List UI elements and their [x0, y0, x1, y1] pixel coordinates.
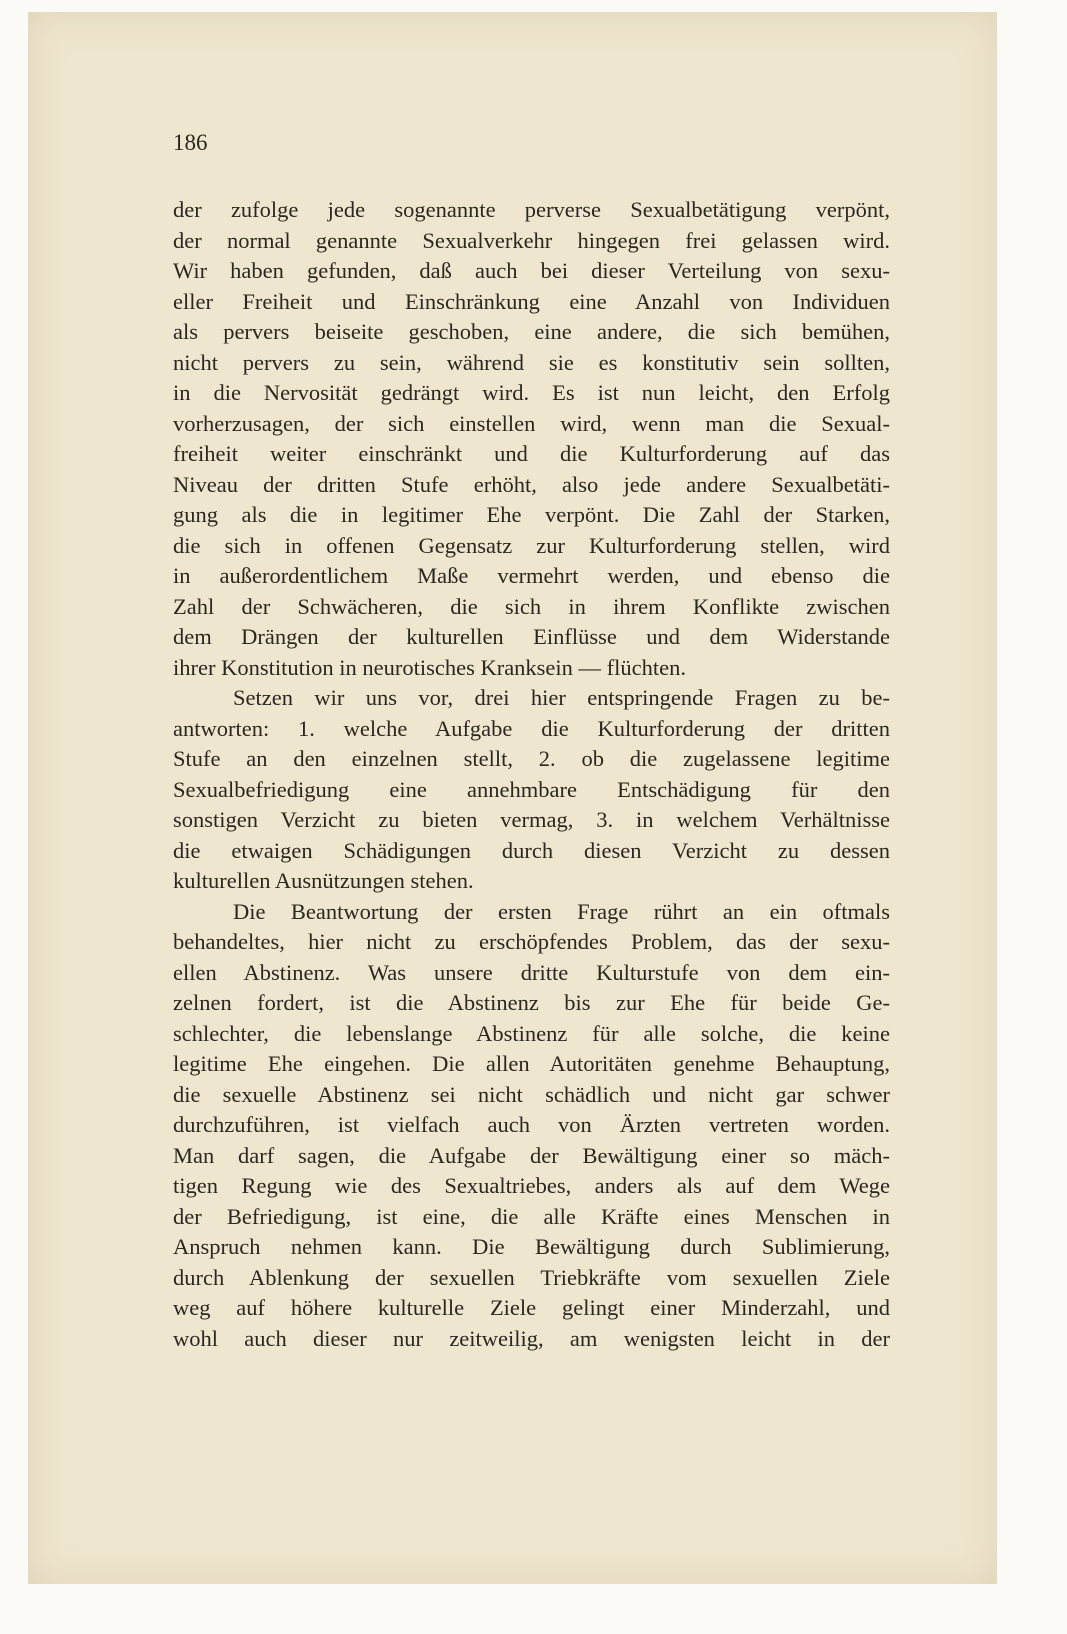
text-line: die sich in offenen Gegensatz zur Kulturforderung stellen, wird [173, 532, 890, 558]
text-line: Die Beantwortung der ersten Frage rührt an ein oftmals [233, 898, 890, 924]
text-line: der zufolge jede sogenannte perverse Sexualbetätigung verpönt, [173, 197, 890, 222]
text-line: die sexuelle Abstinenz sei nicht schädlich und nicht gar schwer [173, 1081, 890, 1107]
text-line: wohl auch dieser nur zeitweilig, am wenigsten leicht in der [173, 1325, 890, 1351]
page-body-text [173, 195, 890, 1354]
text-line: Man darf sagen, die Aufgabe der Bewältigung einer so mäch- [173, 1142, 890, 1168]
text-line: behandeltes, hier nicht zu erschöpfendes Problem, das der sexu- [173, 929, 890, 954]
book-page [28, 12, 997, 1584]
text-line: legitime Ehe eingehen. Die allen Autoritäten genehme Behauptung, [173, 1051, 890, 1076]
text-line: vorherzusagen, der sich einstellen wird, wenn man die Sexual- [173, 410, 890, 436]
text-line: tigen Regung wie des Sexualtriebes, anders als auf dem Wege [173, 1173, 890, 1198]
text-line: dem Drängen der kulturellen Einflüsse und dem Widerstande [173, 624, 890, 649]
text-line: der normal genannte Sexualverkehr hingegen frei gelassen wird. [173, 227, 890, 253]
text-line: eller Freiheit und Einschränkung eine Anzahl von Individuen [173, 288, 890, 314]
text-line: zelnen fordert, ist die Abstinenz bis zur Ehe für beide Ge- [173, 990, 890, 1015]
text-line: schlechter, die lebenslange Abstinenz für alle solche, die keine [173, 1020, 890, 1046]
text-line: der Befriedigung, ist eine, die alle Kräfte eines Menschen in [173, 1203, 890, 1229]
text-line: Niveau der dritten Stufe erhöht, also jede andere Sexualbetäti- [173, 471, 890, 497]
text-line: Setzen wir uns vor, drei hier entspringende Fragen zu be- [233, 685, 890, 710]
text-line: ellen Abstinenz. Was unsere dritte Kulturstufe von dem ein- [173, 959, 890, 985]
text-line: Anspruch nehmen kann. Die Bewältigung durch Sublimierung, [173, 1234, 890, 1259]
text-line: durchzuführen, ist vielfach auch von Ärzten vertreten worden. [173, 1112, 890, 1137]
text-line: gung als die in legitimer Ehe verpönt. Die Zahl der Starken, [173, 502, 890, 527]
text-line: weg auf höhere kulturelle Ziele gelingt einer Minderzahl, und [173, 1295, 890, 1320]
text-line: freiheit weiter einschränkt und die Kulturforderung auf das [173, 441, 890, 466]
text-line: ihrer Konstitution in neurotisches Kranksein — flüchten. [173, 654, 687, 680]
text-line: kulturellen Ausnützungen stehen. [173, 868, 474, 893]
page-number: 186 [173, 130, 208, 155]
text-line: Stufe an den einzelnen stellt, 2. ob die zugelassene legitime [173, 746, 890, 771]
text-line: antworten: 1. welche Aufgabe die Kulturforderung der dritten [173, 715, 890, 741]
text-line: Zahl der Schwächeren, die sich in ihrem Konflikte zwischen [173, 593, 890, 619]
text-line: in außerordentlichem Maße vermehrt werden, und ebenso die [173, 563, 890, 588]
text-line: Wir haben gefunden, daß auch bei dieser Verteilung von sexu- [173, 258, 890, 283]
text-line: Sexualbefriedigung eine annehmbare Entschädigung für den [173, 776, 890, 802]
text-line: sonstigen Verzicht zu bieten vermag, 3. in welchem Verhältnisse [173, 807, 890, 832]
text-line: als pervers beiseite geschoben, eine andere, die sich bemühen, [173, 319, 890, 344]
text-line: in die Nervosität gedrängt wird. Es ist nun leicht, den Erfolg [173, 380, 890, 405]
text-line: durch Ablenkung der sexuellen Triebkräfte vom sexuellen Ziele [173, 1264, 890, 1290]
text-line: nicht pervers zu sein, während sie es konstitutiv sein sollten, [173, 349, 890, 375]
text-line: die etwaigen Schädigungen durch diesen Verzicht zu dessen [173, 837, 890, 863]
